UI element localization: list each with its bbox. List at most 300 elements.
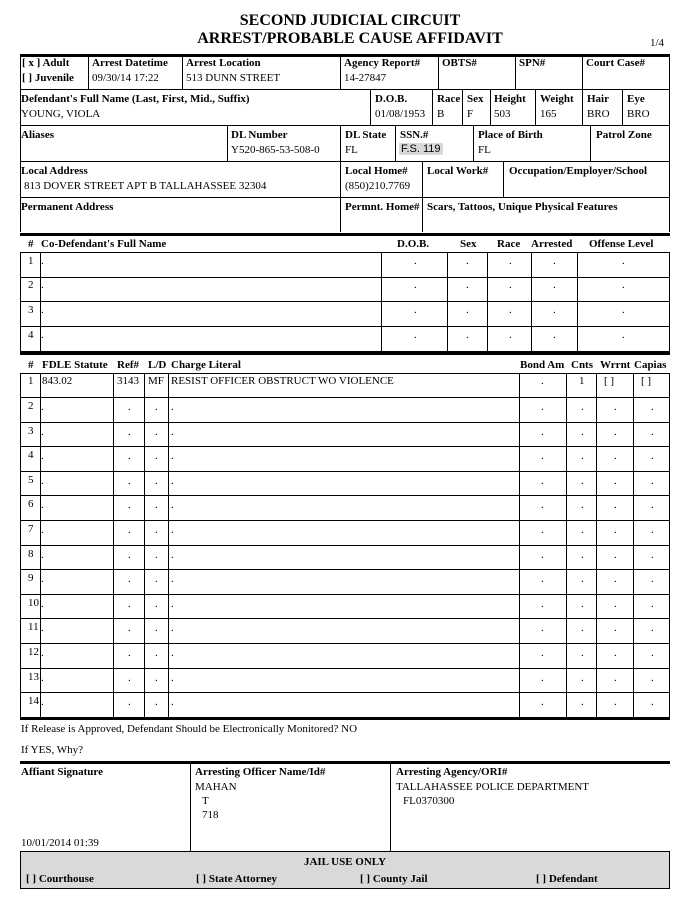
officer-id: 718 <box>202 809 219 821</box>
empty-cell-mark: . <box>155 499 158 511</box>
permanent-home-label: Permnt. Home# <box>345 201 420 213</box>
empty-cell-mark: . <box>614 696 617 708</box>
divider <box>438 55 439 89</box>
divider <box>381 253 382 277</box>
divider <box>531 277 532 301</box>
divider <box>340 55 341 89</box>
defendant-name-label: Defendant's Full Name (Last, First, Mid., Suffix) <box>21 93 250 105</box>
divider <box>590 126 591 161</box>
divider <box>596 496 597 520</box>
empty-cell-mark: . <box>553 255 556 267</box>
empty-cell-mark: . <box>155 524 158 536</box>
spn-label: SPN# <box>519 57 546 69</box>
codef-header-sex: Sex <box>460 238 477 250</box>
divider <box>113 496 114 520</box>
empty-cell-mark: . <box>614 524 617 536</box>
empty-cell-mark: . <box>553 279 556 291</box>
charge-header-statute: FDLE Statute <box>42 359 108 371</box>
arresting-officer-label: Arresting Officer Name/Id# <box>195 766 326 778</box>
divider <box>113 644 114 668</box>
divider <box>390 764 391 851</box>
empty-cell-mark: . <box>128 696 131 708</box>
divider <box>596 570 597 594</box>
local-address: 813 DOVER STREET APT B TALLAHASSEE 32304 <box>24 180 267 192</box>
divider <box>113 447 114 471</box>
empty-cell-mark: . <box>622 329 625 341</box>
divider <box>20 351 670 352</box>
divider <box>20 643 670 644</box>
page-number: 1/4 <box>650 37 665 49</box>
release-why: If YES, Why? <box>21 744 84 756</box>
divider <box>519 619 520 643</box>
empty-cell-mark: . <box>581 426 584 438</box>
court-case-label: Court Case# <box>586 57 645 69</box>
divider <box>487 302 488 326</box>
race: B <box>437 108 445 120</box>
divider <box>633 423 634 447</box>
divider <box>473 126 474 161</box>
dl-state-label: DL State <box>345 129 387 141</box>
local-home: (850)210.7769 <box>345 180 411 192</box>
empty-cell-mark: . <box>651 549 654 561</box>
empty-cell-mark: . <box>541 401 544 413</box>
empty-cell-mark: . <box>41 647 44 659</box>
charge-row-number: 6 <box>28 498 34 510</box>
divider <box>370 90 371 125</box>
empty-cell-mark: . <box>541 475 544 487</box>
obts-label: OBTS# <box>442 57 477 69</box>
empty-cell-mark: . <box>466 304 469 316</box>
divider <box>566 644 567 668</box>
empty-cell-mark: . <box>541 450 544 462</box>
divider <box>168 546 169 570</box>
officer-last-name: MAHAN <box>195 781 237 793</box>
codef-row-number: 4 <box>28 329 34 341</box>
divider <box>487 327 488 351</box>
divider <box>395 126 396 161</box>
divider <box>144 423 145 447</box>
hair-label: Hair <box>587 93 609 105</box>
patrol-zone-label: Patrol Zone <box>596 129 652 141</box>
divider <box>566 669 567 693</box>
charge-1-wrrnt: [ ] <box>604 375 615 387</box>
divider <box>144 570 145 594</box>
divider <box>144 644 145 668</box>
divider <box>462 90 463 125</box>
divider <box>503 162 504 197</box>
charge-header-literal: Charge Literal <box>171 359 241 371</box>
empty-cell-mark: . <box>614 598 617 610</box>
empty-cell-mark: . <box>41 622 44 634</box>
divider <box>487 277 488 301</box>
codef-header-num: # <box>28 238 34 250</box>
divider <box>633 496 634 520</box>
empty-cell-mark: . <box>651 622 654 634</box>
ssn-wrapper <box>399 143 443 155</box>
charge-row-number: 4 <box>28 449 34 461</box>
divider <box>20 471 670 472</box>
divider <box>519 447 520 471</box>
arresting-agency: TALLAHASSEE POLICE DEPARTMENT <box>396 781 589 793</box>
empty-cell-mark: . <box>155 672 158 684</box>
divider <box>432 90 433 125</box>
empty-cell-mark: . <box>155 450 158 462</box>
divider <box>340 162 341 197</box>
empty-cell-mark: . <box>171 401 174 413</box>
charge-header-num: # <box>28 359 34 371</box>
empty-cell-mark: . <box>581 672 584 684</box>
eye: BRO <box>627 108 650 120</box>
empty-cell-mark: . <box>155 426 158 438</box>
empty-cell-mark: . <box>171 499 174 511</box>
empty-cell-mark: . <box>466 279 469 291</box>
divider <box>20 446 670 447</box>
divider <box>168 619 169 643</box>
codef-header-race: Race <box>497 238 521 250</box>
empty-cell-mark: . <box>581 524 584 536</box>
divider <box>168 472 169 496</box>
empty-cell-mark: . <box>128 647 131 659</box>
empty-cell-mark: . <box>509 279 512 291</box>
divider <box>168 669 169 693</box>
empty-cell-mark: . <box>41 524 44 536</box>
affiant-signature-label: Affiant Signature <box>21 766 103 778</box>
charge-header-bond: Bond Am <box>520 359 565 371</box>
empty-cell-mark: . <box>414 255 417 267</box>
divider <box>168 521 169 545</box>
permanent-address-label: Permanent Address <box>21 201 114 213</box>
divider <box>20 569 670 570</box>
empty-cell-mark: . <box>155 622 158 634</box>
empty-cell-mark: . <box>553 304 556 316</box>
empty-cell-mark: . <box>651 475 654 487</box>
empty-cell-mark: . <box>651 499 654 511</box>
empty-cell-mark: . <box>581 450 584 462</box>
divider <box>20 374 21 717</box>
divider <box>447 277 448 301</box>
divider <box>168 693 169 717</box>
empty-cell-mark: . <box>614 573 617 585</box>
divider <box>422 162 423 197</box>
divider <box>144 398 145 422</box>
divider <box>633 521 634 545</box>
divider <box>144 496 145 520</box>
divider <box>182 55 183 89</box>
empty-cell-mark: . <box>651 524 654 536</box>
divider <box>577 253 578 277</box>
empty-cell-mark: . <box>41 255 44 267</box>
charge-1-statute: 843.02 <box>42 375 73 387</box>
empty-cell-mark: . <box>541 524 544 536</box>
divider <box>596 398 597 422</box>
empty-cell-mark: . <box>171 622 174 634</box>
empty-cell-mark: . <box>128 499 131 511</box>
divider <box>113 693 114 717</box>
divider <box>20 761 670 764</box>
divider <box>20 520 670 521</box>
divider <box>113 521 114 545</box>
divider <box>447 302 448 326</box>
jail-defendant-checkbox: [ ] Defendant <box>536 873 598 885</box>
charge-header-ref: Ref# <box>117 359 139 371</box>
arresting-agency-label: Arresting Agency/ORI# <box>396 766 508 778</box>
empty-cell-mark: . <box>622 279 625 291</box>
divider <box>20 253 21 352</box>
empty-cell-mark: . <box>171 672 174 684</box>
empty-cell-mark: . <box>41 499 44 511</box>
empty-cell-mark: . <box>171 450 174 462</box>
empty-cell-mark: . <box>466 329 469 341</box>
divider <box>515 55 516 89</box>
empty-cell-mark: . <box>41 672 44 684</box>
divider <box>519 472 520 496</box>
empty-cell-mark: . <box>651 672 654 684</box>
empty-cell-mark: . <box>128 598 131 610</box>
codef-row-number: 2 <box>28 279 34 291</box>
divider <box>113 423 114 447</box>
divider <box>227 126 228 161</box>
divider <box>531 253 532 277</box>
empty-cell-mark: . <box>128 622 131 634</box>
local-work-label: Local Work# <box>427 165 489 177</box>
weight-label: Weight <box>540 93 574 105</box>
ssn-value: F.S. 119 <box>401 143 441 155</box>
divider <box>422 198 423 232</box>
empty-cell-mark: . <box>541 622 544 634</box>
empty-cell-mark: . <box>414 304 417 316</box>
divider <box>447 253 448 277</box>
empty-cell-mark: . <box>171 524 174 536</box>
empty-cell-mark: . <box>622 304 625 316</box>
charge-1-bond: . <box>541 375 544 387</box>
divider <box>20 692 670 693</box>
jail-courthouse-checkbox: [ ] Courthouse <box>26 873 94 885</box>
empty-cell-mark: . <box>541 499 544 511</box>
charge-row-number: 3 <box>28 425 34 437</box>
charge-1-ld: MF <box>148 375 164 387</box>
divider <box>633 644 634 668</box>
divider <box>20 55 21 232</box>
divider <box>596 546 597 570</box>
codef-header-dob: D.O.B. <box>397 238 430 250</box>
divider <box>381 327 382 351</box>
divider <box>582 90 583 125</box>
empty-cell-mark: . <box>581 475 584 487</box>
empty-cell-mark: . <box>541 696 544 708</box>
divider <box>633 570 634 594</box>
divider <box>566 546 567 570</box>
empty-cell-mark: . <box>171 647 174 659</box>
divider <box>20 422 670 423</box>
divider <box>113 398 114 422</box>
empty-cell-mark: . <box>41 573 44 585</box>
charge-row-number: 13 <box>28 671 39 683</box>
divider <box>20 277 670 278</box>
divider <box>340 126 341 161</box>
empty-cell-mark: . <box>128 549 131 561</box>
empty-cell-mark: . <box>614 499 617 511</box>
empty-cell-mark: . <box>553 329 556 341</box>
divider <box>20 397 670 398</box>
dl-number: Y520-865-53-508-0 <box>231 144 320 156</box>
divider <box>20 89 670 90</box>
occupation-label: Occupation/Employer/School <box>509 165 648 177</box>
empty-cell-mark: . <box>414 329 417 341</box>
divider <box>566 374 567 397</box>
charge-row-number: 11 <box>28 621 39 633</box>
divider <box>381 302 382 326</box>
empty-cell-mark: . <box>41 475 44 487</box>
empty-cell-mark: . <box>155 598 158 610</box>
divider <box>144 374 145 397</box>
dl-number-label: DL Number <box>231 129 288 141</box>
divider <box>596 693 597 717</box>
empty-cell-mark: . <box>171 426 174 438</box>
empty-cell-mark: . <box>171 475 174 487</box>
empty-cell-mark: . <box>155 696 158 708</box>
empty-cell-mark: . <box>541 426 544 438</box>
agency-report-label: Agency Report# <box>344 57 421 69</box>
charge-header-wrrnt: Wrrnt <box>600 359 631 371</box>
divider <box>40 374 41 397</box>
divider <box>633 546 634 570</box>
charge-header-ld: L/D <box>148 359 167 371</box>
divider <box>633 669 634 693</box>
divider <box>596 521 597 545</box>
divider <box>519 644 520 668</box>
empty-cell-mark: . <box>171 598 174 610</box>
empty-cell-mark: . <box>41 279 44 291</box>
empty-cell-mark: . <box>509 255 512 267</box>
divider <box>20 326 670 327</box>
empty-cell-mark: . <box>466 255 469 267</box>
divider <box>20 125 670 126</box>
charge-row-number: 10 <box>28 597 39 609</box>
divider <box>535 90 536 125</box>
divider <box>447 327 448 351</box>
jail-use-title: JAIL USE ONLY <box>303 856 387 868</box>
divider <box>190 764 191 851</box>
divider <box>168 595 169 619</box>
empty-cell-mark: . <box>581 401 584 413</box>
empty-cell-mark: . <box>171 696 174 708</box>
divider <box>144 472 145 496</box>
divider <box>113 374 114 397</box>
empty-cell-mark: . <box>128 672 131 684</box>
empty-cell-mark: . <box>41 696 44 708</box>
divider <box>519 570 520 594</box>
charge-row-number: 7 <box>28 523 34 535</box>
local-home-label: Local Home# <box>345 165 408 177</box>
divider <box>168 423 169 447</box>
divider <box>519 521 520 545</box>
divider <box>168 570 169 594</box>
charge-row-number: 5 <box>28 474 34 486</box>
divider <box>20 888 670 889</box>
empty-cell-mark: . <box>581 622 584 634</box>
divider <box>20 594 670 595</box>
divider <box>519 496 520 520</box>
divider <box>20 161 670 162</box>
codef-row-number: 1 <box>28 255 34 267</box>
adult-checkbox: [ x ] Adult <box>22 57 70 69</box>
dl-state: FL <box>345 144 358 156</box>
empty-cell-mark: . <box>541 647 544 659</box>
empty-cell-mark: . <box>414 279 417 291</box>
local-address-label: Local Address <box>21 165 88 177</box>
arrest-location-label: Arrest Location <box>186 57 261 69</box>
codef-header-arrested: Arrested <box>531 238 573 250</box>
divider <box>20 373 670 374</box>
divider <box>113 472 114 496</box>
divider <box>596 374 597 397</box>
divider <box>381 277 382 301</box>
divider <box>519 423 520 447</box>
divider <box>519 546 520 570</box>
divider <box>519 693 520 717</box>
divider <box>633 447 634 471</box>
empty-cell-mark: . <box>651 450 654 462</box>
charge-1-capias: [ ] <box>641 375 652 387</box>
empty-cell-mark: . <box>581 598 584 610</box>
empty-cell-mark: . <box>651 401 654 413</box>
jail-county-jail-checkbox: [ ] County Jail <box>360 873 428 885</box>
charge-row-number: 2 <box>28 400 34 412</box>
empty-cell-mark: . <box>509 329 512 341</box>
divider <box>519 669 520 693</box>
empty-cell-mark: . <box>581 647 584 659</box>
empty-cell-mark: . <box>614 647 617 659</box>
divider <box>144 521 145 545</box>
arrest-datetime: 09/30/14 17:22 <box>92 72 159 84</box>
eye-label: Eye <box>627 93 645 105</box>
divider <box>669 55 670 232</box>
divider <box>566 570 567 594</box>
officer-first-initial: T <box>202 795 209 807</box>
divider <box>144 619 145 643</box>
divider <box>596 669 597 693</box>
divider <box>566 693 567 717</box>
charge-1-literal: RESIST OFFICER OBSTRUCT WO VIOLENCE <box>171 375 394 387</box>
divider <box>582 55 583 89</box>
divider <box>340 198 341 232</box>
charge-1-cnts: 1 <box>579 375 585 387</box>
divider <box>144 447 145 471</box>
form-title-line2: ARREST/PROBABLE CAUSE AFFIDAVIT <box>197 30 503 47</box>
place-of-birth-label: Place of Birth <box>478 129 543 141</box>
divider <box>20 301 670 302</box>
empty-cell-mark: . <box>622 255 625 267</box>
divider <box>566 496 567 520</box>
divider <box>168 644 169 668</box>
empty-cell-mark: . <box>651 573 654 585</box>
empty-cell-mark: . <box>614 426 617 438</box>
divider <box>20 352 670 355</box>
empty-cell-mark: . <box>614 549 617 561</box>
divider <box>633 693 634 717</box>
empty-cell-mark: . <box>128 573 131 585</box>
empty-cell-mark: . <box>128 475 131 487</box>
empty-cell-mark: . <box>128 524 131 536</box>
divider <box>144 669 145 693</box>
divider <box>519 374 520 397</box>
divider <box>113 570 114 594</box>
divider <box>596 472 597 496</box>
empty-cell-mark: . <box>651 696 654 708</box>
divider <box>168 496 169 520</box>
empty-cell-mark: . <box>155 475 158 487</box>
divider <box>144 693 145 717</box>
